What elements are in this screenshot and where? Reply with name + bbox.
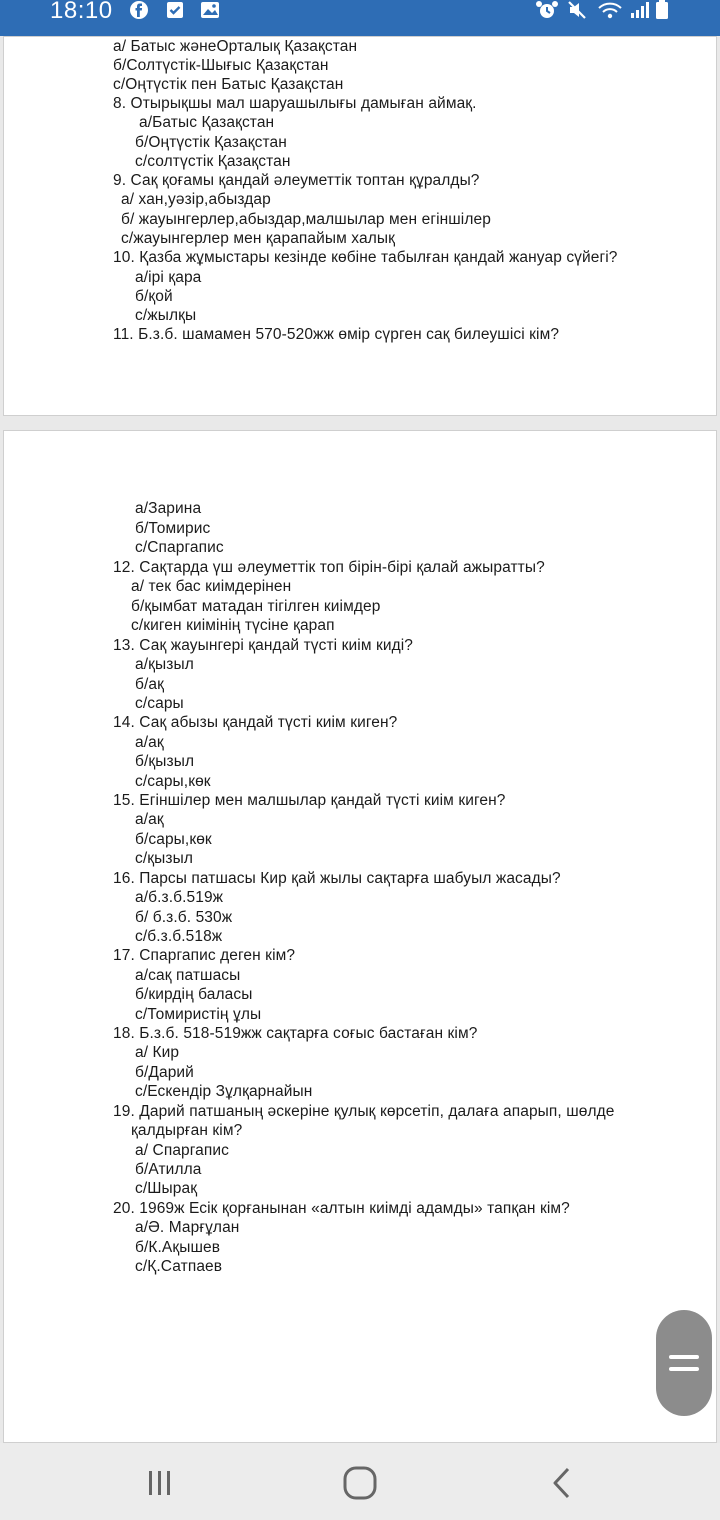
answer-line: с/Томиристің ұлы bbox=[135, 1006, 262, 1023]
question-line: 16. Парсы патшасы Кир қай жылы сақтарға шабуыл жасады? bbox=[113, 870, 561, 887]
answer-line: б/Солтүстік-Шығыс Қазақстан bbox=[113, 57, 329, 74]
home-icon bbox=[342, 1465, 378, 1501]
navigation-bar bbox=[0, 1443, 720, 1520]
mute-icon bbox=[566, 0, 588, 20]
answer-line: с/жылқы bbox=[135, 307, 197, 324]
answer-line: а/Зарина bbox=[135, 500, 202, 517]
answer-line: б/Томирис bbox=[135, 520, 211, 537]
answer-line: б/қой bbox=[135, 288, 173, 305]
signal-icon bbox=[628, 0, 650, 20]
answer-line: с/б.з.б.518ж bbox=[135, 928, 223, 945]
question-line: 13. Сақ жауынгері қандай түсті киім киді? bbox=[113, 637, 414, 654]
status-bar bbox=[0, 0, 720, 36]
question-line: 20. 1969ж Есік қорғанынан «алтын киімді адамды» тапқан кім? bbox=[113, 1200, 570, 1217]
answer-line: с/сары bbox=[135, 695, 184, 712]
question-line-continued: қалдырған кім? bbox=[131, 1122, 243, 1139]
answer-line: а/б.з.б.519ж bbox=[135, 889, 224, 906]
battery-icon bbox=[654, 0, 670, 20]
answer-line: а/ Батыс жәнеОрталық Қазақстан bbox=[113, 38, 358, 55]
status-time: 18:10 bbox=[50, 0, 113, 24]
question-line: 11. Б.з.б. шамамен 570-520жж өмір сүрген сақ билеушісі кім? bbox=[113, 326, 560, 343]
answer-line: с/Спаргапис bbox=[135, 539, 224, 556]
answer-line: б/қызыл bbox=[135, 753, 195, 770]
answer-line: а/ тек бас киімдерінен bbox=[131, 578, 292, 595]
answer-line: б/ б.з.б. 530ж bbox=[135, 909, 233, 926]
question-line: 9. Сақ қоғамы қандай әлеуметтік топтан құралды? bbox=[113, 172, 480, 189]
question-line: 17. Спаргапис деген кім? bbox=[113, 947, 296, 964]
question-line: 19. Дарий патшаның әскеріне қулық көрсетіп, далаға апарып, шөлде bbox=[113, 1103, 615, 1120]
answer-line: а/ақ bbox=[135, 734, 164, 751]
check-icon bbox=[164, 0, 186, 20]
alarm-icon bbox=[534, 0, 560, 20]
document-page-2[interactable] bbox=[3, 430, 717, 1443]
back-icon bbox=[550, 1466, 574, 1500]
answer-line: с/Шырақ bbox=[135, 1180, 198, 1197]
wifi-icon bbox=[596, 0, 624, 20]
question-line: 15. Егіншілер мен малшылар қандай түсті киім киген? bbox=[113, 792, 506, 809]
answer-line: а/ Кир bbox=[135, 1044, 180, 1061]
answer-line: с/жауынгерлер мен қарапайым халық bbox=[121, 230, 395, 247]
answer-line: б/Дарий bbox=[135, 1064, 194, 1081]
answer-line: б/Атилла bbox=[135, 1161, 202, 1178]
question-line: 10. Қазба жұмыстары кезінде көбіне табылған қандай жануар сүйегі? bbox=[113, 249, 618, 266]
answer-line: а/сақ патшасы bbox=[135, 967, 241, 984]
answer-line: с/сары,көк bbox=[135, 773, 211, 790]
answer-line: с/Қ.Сатпаев bbox=[135, 1258, 223, 1275]
grip-line bbox=[669, 1367, 699, 1371]
answer-line: б/сары,көк bbox=[135, 831, 212, 848]
question-line: 18. Б.з.б. 518-519жж сақтарға соғыс бастаған кім? bbox=[113, 1025, 478, 1042]
answer-line: а/ірі қара bbox=[135, 269, 202, 286]
question-line: 14. Сақ абызы қандай түсті киім киген? bbox=[113, 714, 398, 731]
answer-line: с/Ескендір Зұлқарнайын bbox=[135, 1083, 313, 1100]
answer-line: б/К.Ақышев bbox=[135, 1239, 221, 1256]
home-button[interactable] bbox=[340, 1463, 380, 1503]
gallery-icon bbox=[198, 0, 222, 20]
facebook-icon bbox=[128, 0, 150, 20]
answer-line: с/Оңтүстік пен Батыс Қазақстан bbox=[113, 76, 344, 93]
answer-line: б/ақ bbox=[135, 676, 164, 693]
document-page-1[interactable] bbox=[3, 36, 717, 416]
answer-line: б/кирдің баласы bbox=[135, 986, 253, 1003]
question-line: 8. Отырықшы мал шаруашылығы дамыған аймақ. bbox=[113, 95, 477, 112]
answer-line: а/Батыс Қазақстан bbox=[139, 114, 275, 131]
answer-line: с/қызыл bbox=[135, 850, 193, 867]
answer-line: а/Ә. Марғұлан bbox=[135, 1219, 240, 1236]
answer-line: б/қымбат матадан тігілген киімдер bbox=[131, 598, 381, 615]
grip-line bbox=[669, 1355, 699, 1359]
question-line: 12. Сақтарда үш әлеуметтік топ бірін-бірі қалай ажыратты? bbox=[113, 559, 545, 576]
back-button[interactable] bbox=[545, 1463, 579, 1503]
fast-scroll-handle[interactable] bbox=[656, 1310, 712, 1416]
answer-line: б/ жауынгерлер,абыздар,малшылар мен егіншілер bbox=[121, 211, 491, 228]
answer-line: а/ақ bbox=[135, 811, 164, 828]
answer-line: а/ хан,уәзір,абыздар bbox=[121, 191, 271, 208]
answer-line: с/солтүстік Қазақстан bbox=[135, 153, 291, 170]
answer-line: а/ Спаргапис bbox=[135, 1142, 229, 1159]
recents-icon bbox=[144, 1468, 176, 1498]
answer-line: с/киген киімінің түсіне қарап bbox=[131, 617, 335, 634]
answer-line: а/қызыл bbox=[135, 656, 194, 673]
answer-line: б/Оңтүстік Қазақстан bbox=[135, 134, 287, 151]
recents-button[interactable] bbox=[140, 1463, 180, 1503]
